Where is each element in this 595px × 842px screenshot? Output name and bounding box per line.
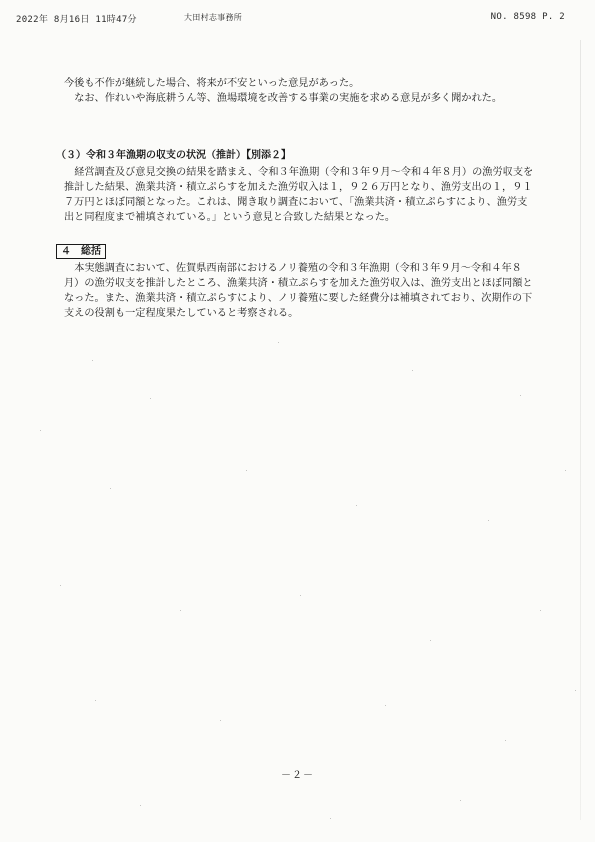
fax-sender: 大田村志事務所 bbox=[184, 13, 243, 22]
fax-header bbox=[16, 12, 573, 26]
paragraph-requests: なお、作れいや海底耕うん等、漁場環境を改善する事業の実施を求める意見が多く聞かれた。 bbox=[74, 93, 503, 104]
fax-number-page: NO. 8598 P. 2 bbox=[490, 12, 565, 22]
summary-section bbox=[61, 244, 534, 321]
summary-heading-label: ４ 総括 bbox=[56, 244, 106, 259]
summary-text: 本実態調査において、佐賀県西南部におけるノリ養殖の令和３年漁期（令和３年９月～令和４年８月）の漁労収支を推計したところ、漁業共済・積立ぷらすを加えた漁労収入は、漁労支出とほぼ同額となった。また、漁業共済・積立ぷらすにより、ノリ養殖に要した経費分は補填されており、次期作の下支えの役割も一定程度果たしていると考察される。 bbox=[64, 263, 533, 319]
scan-edge-shadow bbox=[580, 40, 581, 820]
fax-datetime: 2022年 8月16日 11時47分 bbox=[16, 15, 137, 25]
income-section bbox=[56, 148, 534, 225]
paragraph-concern: 今後も不作が継続した場合、将来が不安といった意見があった。 bbox=[64, 78, 360, 89]
income-section-text: 経営調査及び意見交換の結果を踏まえ、令和３年漁期（令和３年９月～令和４年８月）の漁労収支を推計した結果、漁業共済・積立ぷらすを加えた漁労収入は１，９２６万円となり、漁労支出の１，９１７万円とほぼ同額となった。これは、聞き取り調査において、「漁業共済・積立ぷらすにより、漁労支出と同程度まで補填されている。」という意見と合致した結果となった。 bbox=[64, 167, 534, 223]
page-number: －２－ bbox=[281, 770, 314, 781]
intro-paragraphs bbox=[64, 76, 534, 106]
summary-heading bbox=[56, 244, 534, 259]
income-section-heading: （３）令和３年漁期の収支の状況（推計）【別添２】 bbox=[56, 150, 291, 161]
